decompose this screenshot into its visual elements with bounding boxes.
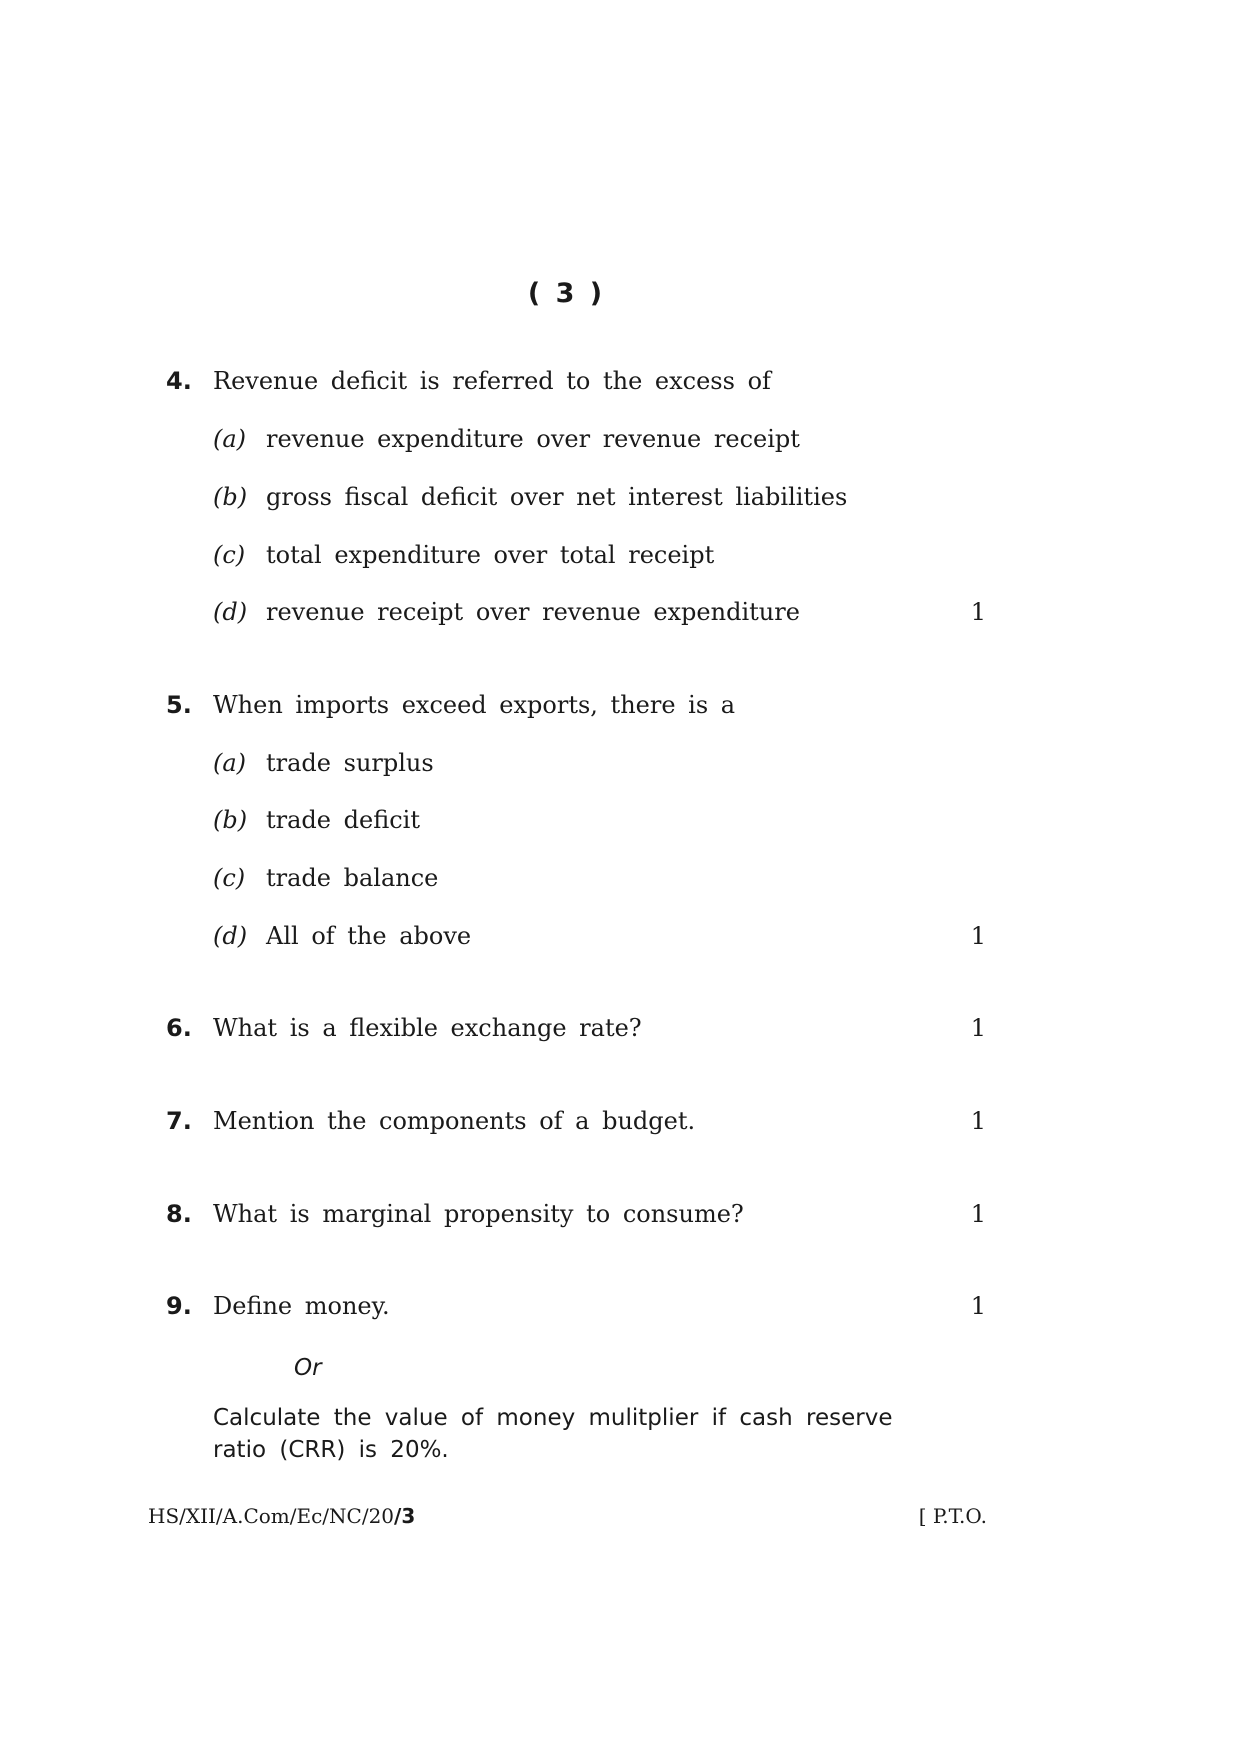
- question-marks: 1: [970, 1107, 986, 1135]
- pto-label: [ P.T.O.: [918, 1504, 987, 1528]
- question-number: 6.: [166, 1014, 192, 1042]
- option-text: trade surplus: [266, 749, 434, 777]
- option-text: total expenditure over total receipt: [266, 541, 715, 569]
- option-text: revenue receipt over revenue expenditure: [266, 598, 800, 626]
- paper-code: [148, 1504, 415, 1528]
- question-number: 8.: [166, 1200, 192, 1228]
- option-text: All of the above: [266, 922, 472, 950]
- option-letter: (b): [213, 483, 248, 511]
- option-text: trade deficit: [266, 806, 420, 834]
- question-marks: 1: [970, 1292, 986, 1320]
- question-text: Mention the components of a budget.: [213, 1107, 696, 1135]
- or-label: Or: [294, 1355, 322, 1381]
- question-text: What is marginal propensity to consume?: [213, 1200, 744, 1228]
- question-marks: 1: [970, 598, 986, 626]
- alternative-question-text: Calculate the value of money mulitplier if cash reserve ratio (CRR) is 20%.: [213, 1405, 893, 1463]
- question-number: 9.: [166, 1292, 192, 1320]
- option-letter: (d): [213, 922, 248, 950]
- option-letter: (a): [213, 749, 247, 777]
- option-letter: (d): [213, 598, 248, 626]
- question-marks: 1: [970, 1200, 986, 1228]
- question-number: 4.: [166, 367, 192, 395]
- option-letter: (b): [213, 806, 248, 834]
- paper-code-page: /3: [394, 1504, 416, 1528]
- question-marks: 1: [970, 922, 986, 950]
- question-marks: 1: [970, 1014, 986, 1042]
- page-number: ( 3 ): [527, 278, 603, 309]
- question-text: Revenue deficit is referred to the excess of: [213, 367, 771, 395]
- question-number: 5.: [166, 691, 192, 719]
- question-text: When imports exceed exports, there is a: [213, 691, 736, 719]
- option-letter: (c): [213, 541, 246, 569]
- option-letter: (a): [213, 425, 247, 453]
- option-text: revenue expenditure over revenue receipt: [266, 425, 800, 453]
- option-text: trade balance: [266, 864, 439, 892]
- option-text: gross fiscal deficit over net interest liabilities: [266, 483, 848, 511]
- question-number: 7.: [166, 1107, 192, 1135]
- option-letter: (c): [213, 864, 246, 892]
- question-text: Define money.: [213, 1292, 390, 1320]
- question-text: What is a flexible exchange rate?: [213, 1014, 642, 1042]
- paper-code-text: HS/XII/A.Com/Ec/NC/20: [148, 1504, 395, 1528]
